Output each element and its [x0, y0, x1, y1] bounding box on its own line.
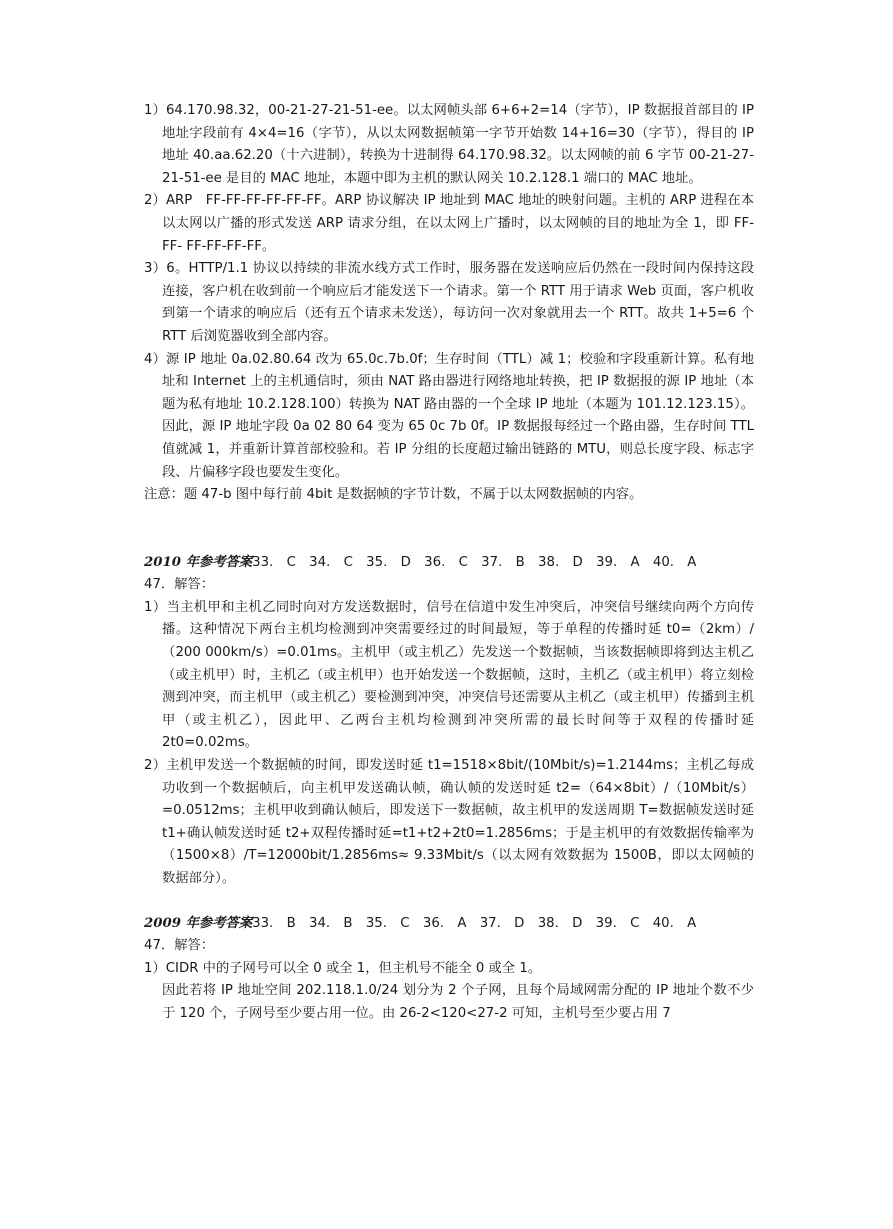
section-2010-q47: 47．解答： — [144, 577, 215, 593]
section-2010-paragraph-2: 2）主机甲发送一个数据帧的时间，即发送时延 t1=1518×8bit/(10Mbit/s)=1.2144ms；主机乙每成功收到一个数据帧后，向主机甲发送确认帧，确认帧的发送时延 t2=（64×8bit）/（10Mbit/s）=0.0512ms；主机甲收到确认帧后，即发送下一数据帧，故主机甲的发送周期 T=数据帧发送时延 t1+确认帧发送时延 t2+双程传播时延=t1+t2+2t0=1.2856ms；于是主机甲的有效数据传输率为（1500×8）/T=12000bit/1.2856ms≈ 9.33Mbit/s（以太网有效数据为 1500B，即以太网帧的数据部分）。 — [144, 758, 754, 886]
document-content — [144, 100, 754, 1026]
section-2009-header — [144, 913, 754, 936]
section-2010-paragraph-1: 1）当主机甲和主机乙同时向对方发送数据时，信号在信道中发生冲突后，冲突信号继续向两个方向传播。这种情况下两台主机均检测到冲突需要经过的时间最短，等于单程的传播时延 t0=（2km）/（200 000km/s）=0.01ms。主机甲（或主机乙）先发送一个数据帧，当该数据帧即将到达主机乙（或主机甲）时，主机乙（或主机甲）也开始发送一个数据帧，这时，主机乙（或主机甲）将立刻检测到冲突，而主机甲（或主机乙）要检测到冲突，冲突信号还需要从主机乙（或主机甲）传播到主机甲（或主机乙），因此甲、乙两台主机均检测到冲突所需的最长时间等于双程的传播时延 2t0=0.02ms。 — [144, 599, 754, 751]
section-2010-title: 2010 年参考答案 — [144, 554, 253, 570]
section-2010-answers: 33. C 34. C 35. D 36. C 37. B 38. D 39. A 40. A — [252, 554, 697, 570]
section-2009-q47: 47．解答： — [144, 938, 215, 954]
section-gap — [144, 891, 754, 913]
answer-paragraph-4: 4）源 IP 地址 0a.02.80.64 改为 65.0c.7b.0f；生存时间（TTL）减 1；校验和字段重新计算。私有地址和 Internet 上的主机通信时，须由 NAT 路由器进行网络地址转换，把 IP 数据报的源 IP 地址（本题为私有地址 10.2.128.100）转换为 NAT 路由器的一个全球 IP 地址（本题为 101.12.123.15）。因此，源 IP 地址字段 0a 02 80 64 变为 65 0c 7b 0f。IP 数据报每经过一个路由器，生存时间 TTL 值就减 1，并重新计算首部校验和。若 IP 分组的长度超过输出链路的 MTU，则总长度字段、标志字段、片偏移字段也要发生变化。 — [144, 351, 754, 480]
section-2009-answers: 33. B 34. B 35. C 36. A 37. D 38. D 39. C 40. A — [252, 915, 697, 931]
section-2009-paragraph-1: 1）CIDR 中的子网号可以全 0 或全 1，但主机号不能全 0 或全 1。 — [144, 960, 542, 976]
answer-paragraph-2: 2）ARP FF-FF-FF-FF-FF-FF。ARP 协议解决 IP 地址到 MAC 地址的映射问题。主机的 ARP 进程在本以太网以广播的形式发送 ARP 请求分组，在以太网上广播时，以太网帧的目的地址为全 1，即 FF-FF- FF-FF-FF-FF。 — [144, 193, 754, 254]
section-2009-paragraph-2: 因此若将 IP 地址空间 202.118.1.0/24 划分为 2 个子网，且每个局域网需分配的 IP 地址个数不少于 120 个，子网号至少要占用一位。由 26-2<120<27-2 可知，主机号至少要占用 7 — [162, 983, 754, 1021]
section-2010-header — [144, 552, 754, 575]
answer-paragraph-3: 3）6。HTTP/1.1 协议以持续的非流水线方式工作时，服务器在发送响应后仍然在一段时间内保持这段连接，客户机在收到前一个响应后才能发送下一个请求。第一个 RTT 用于请求 Web 页面，客户机收到第一个请求的响应后（还有五个请求未发送），每访问一次对象就用去一个 RTT。故共 1+5=6 个 RTT 后浏览器收到全部内容。 — [144, 261, 754, 344]
note-paragraph: 注意：题 47-b 图中每行前 4bit 是数据帧的字节计数，不属于以太网数据帧的内容。 — [144, 487, 643, 503]
answer-paragraph-1: 1）64.170.98.32，00-21-27-21-51-ee。以太网帧头部 6+6+2=14（字节），IP 数据报首部目的 IP 地址字段前有 4×4=16（字节），从以太网数据帧第一字节开始数 14+16=30（字节），得目的 IP 地址 40.aa.62.20（十六进制），转换为十进制得 64.170.98.32。以太网帧的前 6 字节 00-21-27-21-51-ee 是目的 MAC 地址，本题中即为主机的默认网关 10.2.128.1 端口的 MAC 地址。 — [144, 103, 754, 186]
section-gap — [144, 507, 754, 552]
section-2009-title: 2009 年参考答案 — [144, 915, 253, 931]
